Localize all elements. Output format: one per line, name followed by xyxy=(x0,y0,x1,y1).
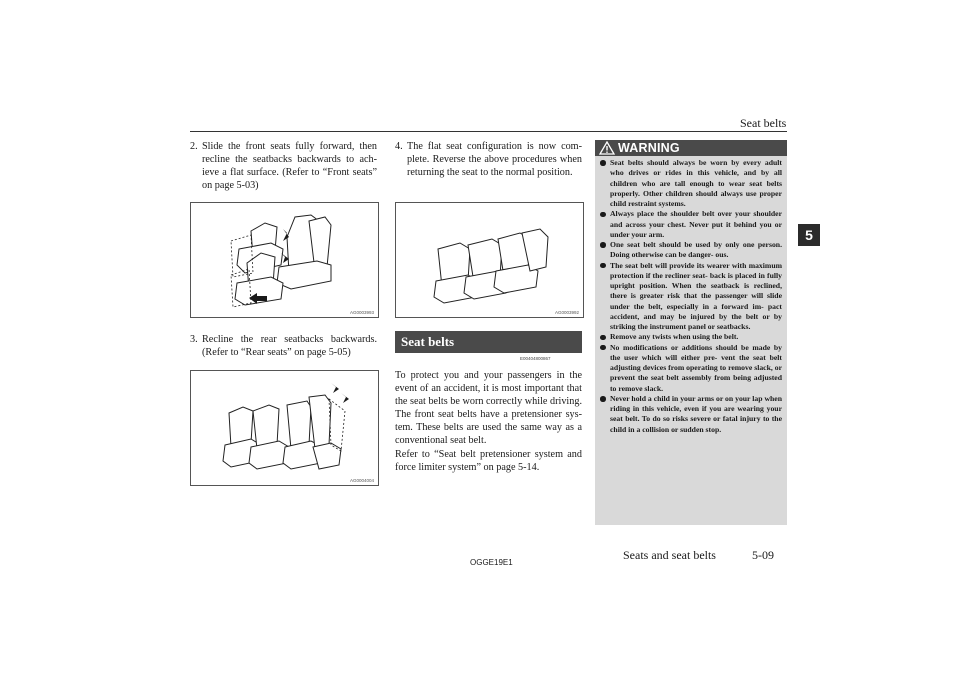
figure-code: AG0004004 xyxy=(349,478,374,483)
warning-title: WARNING xyxy=(618,141,680,155)
warning-list xyxy=(600,158,782,435)
warning-item xyxy=(600,332,782,342)
warning-item-text: Never hold a child in your arms or on your lap when riding in this vehicle, even if you are wearing your seat belt. To do so risks severe or fatal injury to the child in a collision or sudden stop. xyxy=(610,393,782,434)
bullet-icon xyxy=(600,242,606,248)
body-paragraph: Refer to “Seat belt pretensioner system and force limiter system” on page 5-14. xyxy=(395,448,582,473)
step-4 xyxy=(395,140,582,179)
step-number: 3. xyxy=(190,334,198,345)
step-number: 2. xyxy=(190,141,198,152)
chapter-tab: 5 xyxy=(798,224,820,246)
step-text: Slide the front seats fully forward, then recline the seatbacks backwards to ach- ieve a flat surface. (Refer to “Front seats” on page 5-03) xyxy=(202,141,377,192)
bullet-icon xyxy=(600,396,606,402)
header-rule xyxy=(190,131,787,132)
bullet-icon xyxy=(600,212,606,218)
warning-item xyxy=(600,343,782,394)
page-number: 5-09 xyxy=(752,548,774,562)
warning-item-text: The seat belt will provide its wearer with maximum protection if the recliner seat- back is placed in fully upright position. When the seatback is reclined, there is greater risk that the passenger will slide under the belt, especially in a forward im- pact accident, and may be injured by the belt or by striking the instrument panel or seatbacks. xyxy=(610,260,782,331)
bullet-icon xyxy=(600,345,606,351)
seat-illustration xyxy=(191,203,378,317)
figure-code: AG0003992 xyxy=(554,310,579,315)
figure-code: AG0003993 xyxy=(349,310,374,315)
step-text: Recline the rear seatbacks backwards. (Refer to “Rear seats” on page 5-05) xyxy=(202,334,377,359)
section-heading: Seat belts xyxy=(395,331,582,353)
bullet-icon xyxy=(600,263,606,269)
figure-flat-configuration xyxy=(395,202,584,318)
bullet-icon xyxy=(600,160,606,166)
seat-illustration xyxy=(396,203,583,317)
figure-front-seats-reclined xyxy=(190,202,379,318)
step-number: 4. xyxy=(395,141,403,152)
bullet-icon xyxy=(600,335,606,341)
warning-item xyxy=(600,261,782,333)
warning-item-text: Seat belts should always be worn by every adult who drives or rides in this vehicle, and by all children who are tall enough to wear seat belts properly. Other children should always use proper child restraint systems. xyxy=(610,158,782,208)
step-text: The flat seat configuration is now com- plete. Reverse the above procedures when returning the seat to the normal position. xyxy=(407,141,582,179)
warning-item-text: Always place the shoulder belt over your shoulder and across your chest. Never put it behind you or under your arm. xyxy=(610,209,782,239)
figure-rear-seats-reclined xyxy=(190,370,379,486)
warning-item xyxy=(600,209,782,240)
warning-item-text: One seat belt should be used by only one person. Doing otherwise can be danger- ous. xyxy=(610,240,782,260)
section-body xyxy=(395,369,582,474)
step-2 xyxy=(190,140,377,192)
warning-item xyxy=(600,240,782,261)
warning-content xyxy=(595,140,787,525)
body-paragraph: To protect you and your passengers in the event of an accident, it is most important that the seat belts be worn correctly while driving. The front seat belts have a pretensioner sys- tem. These belts are used the same way as a conventional seat belt. xyxy=(395,370,582,447)
warning-item-text: No modifications or additions should be made by the user which will either pre- vent the seat belt adjusting devices from operating to remove slack, or prevent the seat belt assembly from being adjusted to remove slack. xyxy=(610,342,782,393)
warning-item xyxy=(600,394,782,435)
section-code: E00404800867 xyxy=(520,356,551,361)
warning-item xyxy=(600,158,782,209)
warning-item-text: Remove any twists when using the belt. xyxy=(610,332,739,342)
step-3 xyxy=(190,333,377,359)
running-header-title: Seat belts xyxy=(740,116,787,130)
document-code: OGGE19E1 xyxy=(470,558,513,567)
footer-section-name: Seats and seat belts xyxy=(623,548,716,562)
seat-illustration xyxy=(191,371,378,485)
